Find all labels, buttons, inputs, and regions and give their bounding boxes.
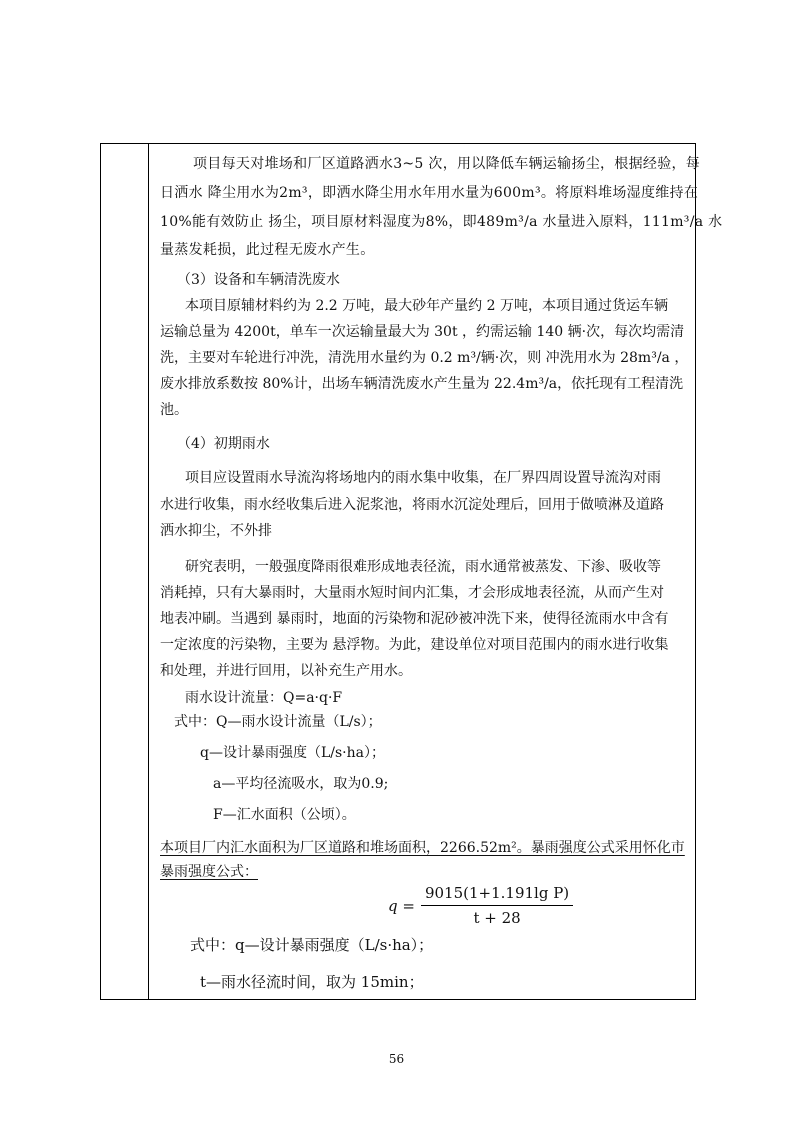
formula-lhs: q = — [388, 896, 415, 915]
paragraph-line: 一定浓度的污染物，主要为 悬浮物。为此，建设单位对项目范围内的雨水进行收集 — [160, 637, 669, 653]
paragraph-line: 地表冲刷。当遇到 暴雨时，地面的污染物和泥砂被冲洗下来，使得径流雨水中含有 — [160, 611, 669, 627]
paragraph-line: 水进行收集，雨水经收集后进入泥浆池，将雨水沉淀处理后，回用于做喷淋及道路 — [160, 497, 664, 513]
variable-definition: t—雨水径流时间，取为 15min； — [200, 973, 424, 991]
section-heading-4: （4）初期雨水 — [177, 436, 270, 452]
paragraph-line: 本项目原辅材料约为 2.2 万吨，最大砂年产量约 2 万吨，本项目通过货运车辆 — [185, 298, 668, 314]
variable-definition: 式中：Q—雨水设计流量（L/s）； — [174, 714, 382, 730]
variable-definition: 式中：q—设计暴雨强度（L/s·ha）； — [190, 936, 434, 954]
paragraph-line: 消耗掉，只有大暴雨时，大量雨水短时间内汇集，才会形成地表径流，从而产生对 — [160, 585, 664, 601]
paragraph-line: 和处理，并进行回用，以补充生产用水。 — [160, 663, 412, 679]
paragraph-line: 日洒水 降尘用水为2m³，即洒水降尘用水年用水量为600m³。将原料堆场湿度维持在 — [160, 185, 699, 201]
table-column-divider — [148, 143, 149, 1000]
variable-definition: F—汇水面积（公顷）。 — [213, 807, 356, 823]
formula-definition: 雨水设计流量：Q=a·q·F — [185, 690, 343, 706]
paragraph-line: 10%能有效防止 扬尘，项目原材料湿度为8%，即489m³/a 水量进入原料，111m³/a 水 — [160, 214, 723, 230]
paragraph-line: 运输总量为 4200t，单车一次运输量最大为 30t ，约需运输 140 辆·次，每次均需清 — [160, 324, 685, 340]
paragraph-line: 研究表明，一般强度降雨很难形成地表径流，雨水通常被蒸发、下渗、吸收等 — [185, 559, 661, 575]
underlined-paragraph-line: 本项目厂内汇水面积为厂区道路和堆场面积，2266.52m²。暴雨强度公式采用怀化市 — [160, 840, 685, 856]
variable-definition: a—平均径流吸水，取为0.9; — [213, 776, 389, 792]
underlined-paragraph-line: 暴雨强度公式： — [160, 864, 258, 880]
paragraph-line: 项目每天对堆场和厂区道路洒水3~5 次，用以降低车辆运输扬尘，根据经验，每 — [193, 156, 701, 172]
formula-fraction — [421, 884, 573, 927]
rainfall-intensity-formula — [388, 884, 573, 927]
paragraph-line: 废水排放系数按 80%计，出场车辆清洗废水产生量为 22.4m³/a，依托现有工程清洗 — [160, 376, 684, 392]
formula-denominator: t + 28 — [473, 909, 521, 927]
paragraph-line: 项目应设置雨水导流沟将场地内的雨水集中收集，在厂界四周设置导流沟对雨 — [185, 470, 661, 486]
formula-numerator: 9015(1+1.191lg P) — [421, 884, 573, 906]
variable-definition: q—设计暴雨强度（L/s·ha）； — [200, 745, 385, 761]
paragraph-line: 洒水抑尘，不外排 — [160, 523, 272, 539]
section-heading-3: （3）设备和车辆清洗废水 — [177, 272, 340, 288]
paragraph-line: 洗，主要对车轮进行冲洗，清洗用水量约为 0.2 m³/辆·次，则 冲洗用水为 28m³/a ， — [160, 350, 689, 366]
page-number: 56 — [388, 1052, 405, 1066]
paragraph-line: 池。 — [160, 402, 188, 418]
paragraph-line: 量蒸发耗损，此过程无废水产生。 — [160, 242, 375, 258]
